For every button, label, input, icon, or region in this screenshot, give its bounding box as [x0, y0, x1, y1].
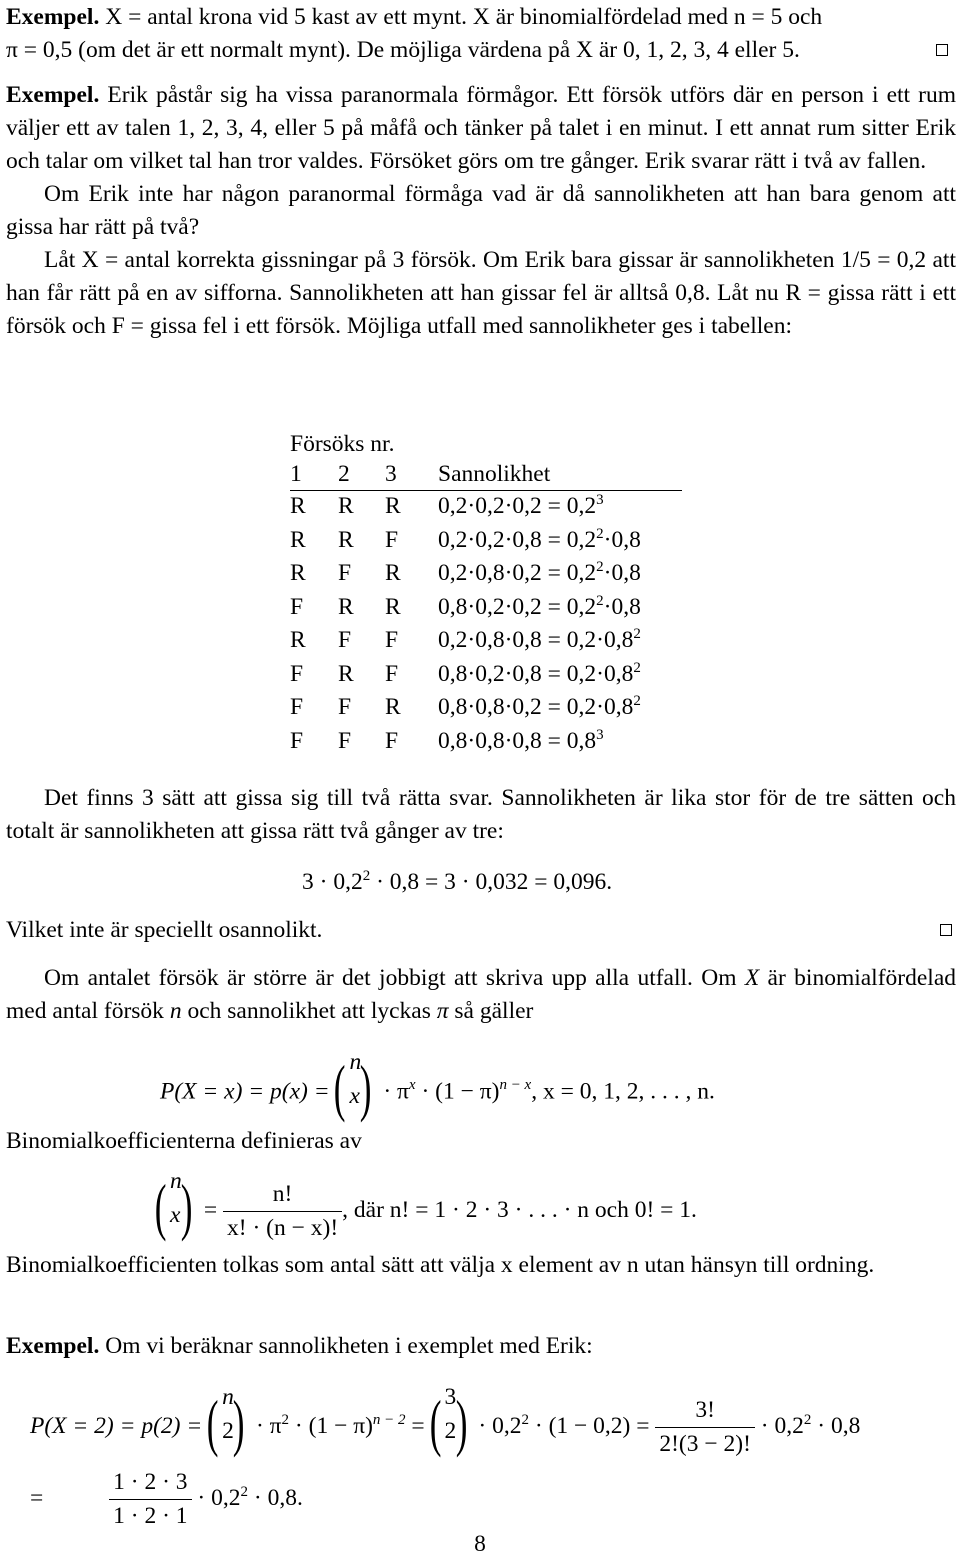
formula-part: · π	[383, 1078, 409, 1105]
outcome-cell: F	[385, 727, 399, 754]
text: så gäller	[448, 998, 534, 1024]
outcome-cell: F	[290, 694, 304, 720]
probability-exponent: 3	[596, 492, 604, 508]
eq-sup: n − 2	[372, 1411, 406, 1428]
example-1-line-1	[6, 1, 956, 34]
example-3	[6, 1330, 956, 1363]
probability-cell	[438, 725, 604, 761]
qed-box-icon	[936, 44, 948, 56]
eq-part: · 0,8.	[248, 1484, 303, 1511]
frac-numerator: n!	[272, 1181, 293, 1207]
equals: =	[203, 1196, 218, 1223]
paren-left: (	[334, 1052, 346, 1123]
factorial-fraction	[655, 1394, 755, 1461]
outcome-cell: R	[385, 593, 401, 620]
table-header: 1	[290, 461, 302, 487]
eq-sup: 2	[803, 1411, 812, 1428]
eq-sup: 2	[240, 1483, 248, 1500]
table-header: 2	[338, 461, 350, 487]
text: Om antalet försök är större är det jobbigt att skriva upp alla utfall. Om	[44, 965, 745, 991]
example-1-text-1: X = antal krona vid 5 kast av ett mynt. X är binomialfördelad med n = 5 och	[105, 4, 823, 30]
example-label: Exempel.	[6, 1333, 100, 1359]
example-2-text-1: Erik påstår sig ha vissa paranormala förmågor. Ett försök utförs där en person i ett rum väljer ett av talen 1, 2, 3, 4, eller 5 på måfå och tänker på talet i en minut. I ett annat rum sitter Erik och talar om vilket tal han tror valdes. Försöket görs om tre gånger. Erik svarar rätt i två av fallen.	[6, 82, 957, 174]
paren-left: (	[154, 1170, 167, 1242]
probability-exponent: 3	[596, 726, 604, 743]
probability-exponent: 2	[633, 626, 641, 642]
factorial-fraction	[223, 1178, 342, 1245]
table-header: 3	[385, 461, 397, 487]
table-header: Sannolikhet	[438, 461, 551, 487]
probability-exponent: 2	[596, 559, 604, 575]
after-table-paragraph: Det finns 3 sätt att gissa sig till två rätta svar. Sannolikheten är lika stor för de tre sätten och totalt är sannolikheten att gissa rätt två gånger av tre:	[6, 785, 956, 844]
probability-base: 0,8·0,8·0,8 = 0,8	[438, 727, 597, 754]
paren-left: (	[429, 1386, 442, 1458]
probability-exponent: 2	[596, 592, 604, 609]
eq-part: · 0,2	[197, 1484, 241, 1511]
outcome-cell: R	[385, 694, 401, 720]
probability-base: 0,2·0,2·0,2 = 0,2	[438, 493, 597, 519]
probability-cell	[438, 490, 604, 526]
binom-top: n	[170, 1167, 182, 1194]
text: och sannolikhet att lyckas	[181, 998, 437, 1024]
probability-base: 0,8·0,2·0,8 = 0,2·0,8	[438, 660, 634, 687]
probability-tail: ·0,8	[603, 526, 641, 553]
probability-base: 0,2·0,8·0,2 = 0,2	[438, 560, 597, 586]
table-caption: Försöks nr.	[290, 431, 395, 457]
probability-base: 0,2·0,2·0,8 = 0,2	[438, 526, 597, 553]
eq-part: · 0,8	[811, 1412, 861, 1439]
binomial-def-text: Binomialkoefficienterna definieras av	[6, 1128, 362, 1154]
probability-tail: ·0,8	[603, 560, 641, 586]
paren-left: (	[206, 1386, 219, 1458]
page-number: 8	[474, 1531, 486, 1557]
var-n: n	[169, 998, 182, 1024]
outcome-cell: F	[385, 627, 399, 653]
example-3-equation-line-2	[30, 1466, 303, 1533]
outcome-cell: F	[290, 660, 304, 687]
outcome-cell: F	[290, 727, 304, 754]
probability-cell	[438, 624, 641, 660]
eq-part: · 0,8 = 3 · 0,032 = 0,096.	[370, 869, 613, 895]
probability-cell	[438, 524, 641, 560]
product-fraction	[109, 1466, 191, 1533]
eq-sup: 2	[521, 1411, 529, 1428]
binomial-interpretation: Binomialkoefficienten tolkas som antal sätt att välja x element av n utan hänsyn till ordning.	[6, 1252, 875, 1278]
binom-top: 3	[444, 1383, 457, 1410]
outcome-cell: R	[338, 526, 354, 553]
frac-numerator: 1 · 2 · 3	[113, 1469, 188, 1495]
example-2-paragraph-2: Om Erik inte har någon paranormal förmåga vad är då sannolikheten att han bara genom att gissa har rätt på två?	[6, 181, 956, 240]
probability-cell	[438, 557, 641, 593]
binomial-coefficient	[206, 1383, 246, 1461]
binomial-coefficient	[334, 1049, 373, 1126]
probability-tail: ·0,8	[603, 593, 641, 620]
outcome-cell: F	[338, 560, 352, 586]
outcome-cell: R	[338, 660, 354, 687]
paren-right: )	[232, 1386, 245, 1458]
conclusion-text: Vilket inte är speciellt osannolikt.	[6, 917, 323, 943]
frac-denominator: 1 · 2 · 1	[109, 1499, 191, 1533]
outcome-cell: F	[290, 593, 304, 620]
binomial-coefficient	[429, 1383, 469, 1461]
binom-bottom: 2	[444, 1417, 457, 1444]
example-2	[6, 79, 956, 343]
example-label: Exempel.	[6, 4, 100, 30]
binomial-coefficient	[154, 1167, 194, 1245]
binomial-pmf-formula	[160, 1049, 715, 1126]
formula-sup: n − x	[499, 1077, 532, 1094]
example-2-paragraph-3: Låt X = antal korrekta gissningar på 3 försök. Om Erik bara gissar är sannolikheten 1/5 = 0,2 att han får rätt på en av sifforna. Sannolikheten att han gissar fel är alltså 0,8. Låt nu R = gissa rätt i ett försök och F = gissa fel i ett försök. Möjliga utfall med sannolikheter ges i tabellen:	[6, 247, 956, 339]
outcome-cell: F	[385, 526, 399, 553]
eq-part: · 0,2	[478, 1412, 522, 1439]
outcome-cell: R	[290, 560, 306, 586]
outcome-cell: R	[338, 593, 354, 620]
outcome-cell: F	[338, 627, 352, 653]
probability-cell	[438, 691, 641, 727]
example-2-paragraph-1	[6, 79, 956, 178]
binom-bottom: x	[349, 1083, 360, 1109]
frac-denominator: 2!(3 − 2)!	[655, 1427, 755, 1461]
probability-cell	[438, 658, 641, 694]
example-1-text-2: π = 0,5 (om det är ett normalt mynt). De möjliga värdena på X är 0, 1, 2, 3, 4 eller 5.	[6, 37, 800, 63]
eq-part: · 0,2	[760, 1412, 804, 1439]
formula-right: , x = 0, 1, 2, . . . , n.	[531, 1078, 715, 1105]
frac-denominator: x! · (n − x)!	[223, 1211, 342, 1245]
formula-left: P(X = x) = p(x) =	[160, 1078, 330, 1105]
outcome-cell: R	[385, 493, 401, 519]
eq-part: · (1 − π)	[289, 1412, 373, 1439]
probability-base: 0,2·0,8·0,8 = 0,2·0,8	[438, 627, 634, 653]
paren-right: )	[180, 1170, 193, 1242]
eq-part: =	[30, 1484, 44, 1511]
binomial-intro	[6, 962, 956, 1028]
total-probability-equation	[302, 866, 612, 902]
probability-exponent: 2	[596, 525, 604, 542]
binom-top: n	[349, 1049, 362, 1075]
example-1	[6, 1, 956, 67]
eq-part: =	[405, 1412, 425, 1439]
probability-cell	[438, 591, 641, 627]
eq-sup: 2	[362, 868, 371, 884]
outcome-cell: R	[385, 560, 401, 586]
eq-sup: 2	[281, 1411, 290, 1428]
example-label: Exempel.	[6, 82, 100, 108]
binom-bottom: x	[170, 1201, 181, 1228]
outcome-cell: R	[290, 526, 306, 553]
outcome-cell: R	[290, 493, 306, 519]
var-x: X	[744, 965, 760, 991]
binom-top: n	[222, 1383, 234, 1410]
outcome-cell: F	[338, 727, 352, 754]
example-3-text: Om vi beräknar sannolikheten i exemplet med Erik:	[105, 1333, 593, 1359]
binom-bottom: 2	[222, 1417, 234, 1444]
outcome-cell: F	[338, 694, 352, 720]
probability-exponent: 2	[633, 659, 641, 676]
eq-part: · π	[255, 1412, 282, 1439]
example-3-equation-line-1	[30, 1383, 861, 1461]
probability-base: 0,8·0,8·0,2 = 0,2·0,8	[438, 694, 634, 720]
eq-part: 3 · 0,2	[302, 869, 363, 895]
outcome-cell: R	[338, 493, 354, 519]
outcome-cell: R	[290, 627, 306, 653]
probability-exponent: 2	[633, 693, 641, 709]
eq-part: · (1 − 0,2) =	[529, 1412, 650, 1439]
paren-right: )	[360, 1052, 372, 1123]
frac-numerator: 3!	[695, 1397, 715, 1423]
eq-part: P(X = 2) = p(2) =	[30, 1412, 203, 1439]
binomial-coefficient-definition	[154, 1167, 697, 1245]
formula-sup: x	[408, 1077, 416, 1094]
outcome-cell: F	[385, 660, 399, 687]
example-1-line-2	[6, 34, 956, 67]
text: är binomialfördelad med antal försök	[6, 965, 956, 1024]
var-pi: π	[436, 998, 449, 1024]
qed-box-icon	[940, 924, 952, 936]
formula-part: · (1 − π)	[415, 1078, 500, 1105]
definition-right: , där n! = 1 · 2 · 3 · . . . · n och 0! = 1.	[342, 1196, 697, 1223]
paren-right: )	[455, 1386, 468, 1458]
probability-base: 0,8·0,2·0,2 = 0,2	[438, 593, 597, 620]
